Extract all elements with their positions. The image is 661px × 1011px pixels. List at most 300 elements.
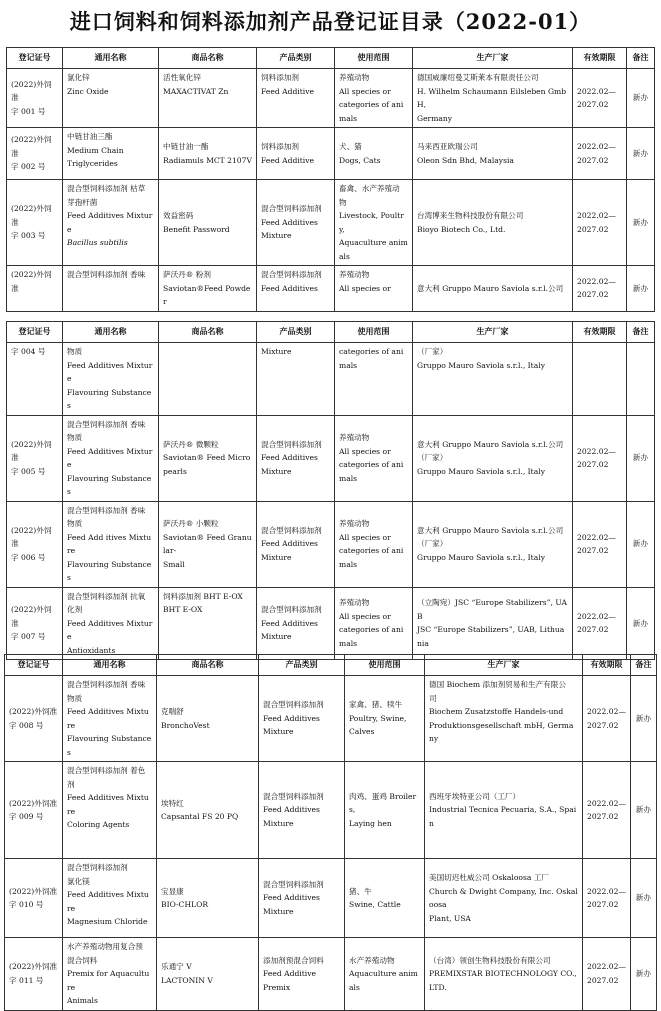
category-line: Feed Additives — [261, 618, 318, 628]
maker-cell — [413, 343, 573, 416]
category-line: 混合型饲料添加剂 — [261, 204, 322, 214]
scope-cell — [345, 676, 425, 762]
category-line: 混合型饲料添加剂 — [263, 879, 324, 889]
trade-line: 克喘舒 — [161, 707, 184, 716]
reg-line: (2022)外饲准 — [11, 525, 52, 549]
common-line: 混合型饲料添加剂 着色 — [67, 766, 146, 775]
category-line: 混合型饲料添加剂 — [263, 791, 324, 801]
common-line: Magnesium Chloride — [67, 917, 148, 926]
common-line: 物质 — [67, 693, 83, 703]
category-line: 饲料添加剂 — [261, 73, 299, 82]
maker-line: 德国威廉绍曼艾斯莱本有限责任公司 — [417, 73, 539, 82]
category-cell — [257, 587, 335, 660]
reg-cell — [7, 343, 63, 416]
period-cell — [573, 343, 627, 416]
col-header-scope: 使用范围 — [335, 322, 413, 343]
period-line: 2022.02— — [577, 611, 616, 621]
maker-line: 意大利 Gruppo Mauro Saviola s.r.l.公司 — [417, 439, 564, 449]
trade-cell — [159, 415, 257, 501]
reg-line: 字 003 号 — [11, 231, 46, 241]
trade-line: 萨沃丹® 微颗粒 — [163, 439, 219, 449]
common-line: Feed Add itives Mixture — [67, 532, 152, 555]
category-line: 混合型饲料添加剂 — [261, 439, 322, 449]
common-line: 物质 — [67, 433, 83, 442]
category-line: Mixture — [263, 727, 294, 737]
common-cell — [63, 676, 157, 762]
reg-cell — [7, 266, 63, 312]
table-row — [5, 938, 657, 1011]
common-line: Feed Additives Mixture — [67, 890, 149, 913]
category-line: Mixture — [261, 632, 292, 641]
maker-cell — [425, 762, 583, 859]
scope-cell — [335, 266, 413, 312]
col-header-reg: 登记证号 — [5, 655, 63, 676]
trade-cell — [159, 343, 257, 416]
col-header-trade: 商品名称 — [159, 48, 257, 69]
reg-line: 字 004 号 — [11, 347, 46, 356]
reg-cell — [7, 128, 63, 180]
period-line: 2027.02 — [587, 720, 619, 730]
reg-cell — [5, 938, 63, 1011]
reg-cell — [7, 69, 63, 128]
col-header-period: 有效期限 — [573, 322, 627, 343]
period-line: 2027.02 — [577, 100, 609, 109]
trade-cell — [159, 128, 257, 180]
category-cell — [257, 128, 335, 180]
period-line: 2027.02 — [577, 460, 609, 469]
common-cell — [63, 587, 159, 660]
note-cell: 新办 — [631, 762, 657, 859]
col-header-note: 备注 — [627, 48, 655, 69]
scope-line: Swine, Cattle — [349, 900, 401, 909]
trade-line: Radiamuls MCT 2107V — [163, 155, 252, 165]
scope-line: Aquaculture animals — [339, 238, 408, 261]
maker-line: Produktionsgesellschaft mbH, Germany — [429, 720, 574, 743]
note-cell — [627, 343, 655, 416]
note-cell: 新办 — [627, 128, 655, 180]
category-line: 添加剂预混合饲料 — [263, 955, 324, 965]
common-line: Flavouring Substances — [67, 559, 152, 582]
scope-line: 养殖动物 — [339, 73, 370, 82]
period-line: 2022.02— — [577, 276, 616, 286]
scope-line: Laying hen — [349, 818, 392, 828]
scope-line: categories of animals — [339, 546, 404, 569]
scope-line: Dogs, Cats — [339, 155, 381, 165]
reg-line: (2022)外饲准 — [11, 605, 52, 628]
period-cell — [573, 69, 627, 128]
registration-table-part-3 — [4, 654, 657, 1011]
maker-cell — [413, 128, 573, 180]
table-header-row — [5, 655, 657, 676]
note-cell: 新办 — [627, 69, 655, 128]
trade-line: MAXACTIVAT Zn — [163, 86, 229, 96]
scope-line: 犬、猫 — [339, 142, 362, 151]
reg-cell — [5, 762, 63, 859]
category-line: Feed Additives — [261, 283, 318, 293]
common-line: Premix for Aquaculture — [67, 969, 150, 992]
category-cell — [259, 676, 345, 762]
scope-line: 猪、牛 — [349, 886, 372, 896]
scope-line: Poultry, Swine, — [349, 713, 407, 723]
note-cell: 新办 — [627, 415, 655, 501]
common-cell — [63, 415, 159, 501]
maker-line: LTD. — [429, 982, 447, 992]
scope-line: 养殖动物 — [339, 598, 370, 608]
trade-cell — [159, 69, 257, 128]
category-cell — [257, 415, 335, 501]
common-line: Feed Additives Mixture — [67, 618, 153, 641]
common-line: Bacillus subtilis — [67, 238, 128, 247]
scope-cell — [335, 128, 413, 180]
period-line: 2027.02 — [577, 625, 609, 635]
scope-line: 家禽、猪、犊牛 — [349, 700, 403, 710]
scope-line: All species or — [339, 446, 391, 456]
common-line: 混合型饲料添加剂 抗氧 — [67, 591, 146, 601]
maker-line: 西班牙埃特亚公司（工厂） — [429, 791, 521, 801]
category-line: Mixture — [261, 552, 292, 562]
category-line: Mixture — [261, 231, 292, 241]
trade-line: 中链甘油一酯 — [163, 142, 209, 151]
col-header-reg: 登记证号 — [7, 322, 63, 343]
common-line: Flavouring Substances — [67, 734, 152, 757]
common-line: 混合型饲料添加剂 — [67, 863, 128, 872]
note-cell: 新办 — [631, 938, 657, 1011]
trade-line: 萨沃丹® 粉剂 — [163, 270, 211, 279]
col-header-note: 备注 — [627, 322, 655, 343]
reg-line: 字 001 号 — [11, 106, 46, 116]
maker-cell — [413, 180, 573, 266]
col-header-trade: 商品名称 — [157, 655, 259, 676]
scope-cell — [335, 501, 413, 587]
common-cell — [63, 343, 159, 416]
trade-cell — [159, 266, 257, 312]
common-line: 混合型饲料添加剂 香味 — [67, 270, 146, 279]
common-cell — [63, 266, 159, 312]
maker-line: Oleon Sdn Bhd, Malaysia — [417, 155, 514, 165]
maker-line: 美国切迟杜威公司 Oskaloosa 工厂 — [429, 873, 550, 882]
common-line: Medium Chain — [67, 145, 124, 155]
common-line: 混合型饲料添加剂 香味 — [67, 505, 146, 515]
note-cell: 新办 — [627, 501, 655, 587]
period-cell — [573, 501, 627, 587]
category-cell — [259, 938, 345, 1011]
reg-line: 字 011 号 — [9, 975, 44, 985]
common-line: 化剂 — [67, 605, 83, 614]
category-cell — [257, 69, 335, 128]
trade-cell — [157, 676, 259, 762]
category-line: Mixture — [261, 347, 292, 356]
scope-line: 养殖动物 — [339, 519, 370, 528]
maker-cell — [413, 415, 573, 501]
maker-line: （台湾）领创生物科技股份有限公司 — [429, 955, 551, 965]
period-cell — [583, 676, 631, 762]
trade-line: 埃特红 — [161, 798, 184, 808]
table-row — [5, 676, 657, 762]
scope-cell — [345, 762, 425, 859]
reg-cell — [7, 501, 63, 587]
scope-line: All species or — [339, 86, 391, 96]
maker-cell — [425, 676, 583, 762]
common-line: 混合型饲料添加剂 香味 — [67, 680, 146, 689]
category-line: Feed Additives — [261, 453, 318, 463]
period-line: 2022.02— — [587, 798, 626, 808]
common-line: 物质 — [67, 347, 83, 356]
common-line: Flavouring Substances — [67, 473, 152, 496]
trade-cell — [159, 180, 257, 266]
scope-line: 物 — [339, 197, 347, 207]
common-cell — [63, 128, 159, 180]
category-cell — [257, 180, 335, 266]
maker-line: 德国 Biochem 添加剂贸易和生产有限公 — [429, 680, 566, 689]
common-cell — [63, 762, 157, 859]
trade-cell — [159, 501, 257, 587]
category-line: Feed Additive — [261, 155, 315, 165]
category-line: 混合型饲料添加剂 — [261, 270, 322, 279]
period-line: 2022.02— — [577, 142, 616, 151]
category-line: Feed Additives — [263, 805, 320, 815]
scope-line: All species or — [339, 283, 391, 293]
category-line: 混合型饲料添加剂 — [263, 700, 324, 710]
reg-cell — [5, 676, 63, 762]
col-header-note: 备注 — [631, 655, 657, 676]
trade-cell — [157, 859, 259, 938]
scope-line: 畜禽、水产养殖动 — [339, 184, 400, 193]
reg-line: (2022)外饲准 — [11, 135, 52, 158]
trade-cell — [159, 587, 257, 660]
period-line: 2027.02 — [587, 975, 619, 985]
reg-line: (2022)外饲准 — [11, 79, 52, 103]
trade-line: Saviotan®Feed Powder — [163, 283, 251, 306]
period-cell — [573, 180, 627, 266]
registration-table-part-1 — [6, 47, 655, 312]
maker-line: Gruppo Mauro Saviola s.r.l., Italy — [417, 360, 545, 370]
period-cell — [583, 859, 631, 938]
trade-line: 饲料添加剂 BHT E-OX — [163, 591, 243, 601]
period-cell — [573, 266, 627, 312]
common-line: Feed Additives Mixture — [67, 793, 149, 816]
maker-line: Bioyo Biotech Co., Ltd. — [417, 224, 506, 234]
table-header-row — [7, 48, 655, 69]
registration-table-part-2 — [6, 321, 655, 660]
reg-cell — [7, 415, 63, 501]
maker-line: （立陶宛）JSC “Europe Stabilizers”, UAB — [417, 598, 568, 621]
scope-cell — [345, 859, 425, 938]
reg-line: 字 008 号 — [9, 720, 44, 730]
maker-line: Plant, USA — [429, 913, 471, 923]
reg-line: 字 005 号 — [11, 466, 46, 476]
col-header-reg: 登记证号 — [7, 48, 63, 69]
trade-line: 乐通宁 V — [161, 962, 192, 972]
scope-cell — [335, 69, 413, 128]
common-line: 芽孢杆菌 — [67, 197, 98, 207]
col-header-common: 通用名称 — [63, 322, 159, 343]
period-cell — [583, 938, 631, 1011]
common-line: Coloring Agents — [67, 820, 130, 829]
period-cell — [583, 762, 631, 859]
maker-line: （厂家） — [417, 539, 448, 549]
table-row — [7, 128, 655, 180]
table-row — [7, 180, 655, 266]
common-line: 混合型饲料添加剂 香味 — [67, 419, 146, 429]
maker-line: 意大利 Gruppo Mauro Saviola s.r.l.公司 — [417, 283, 564, 293]
trade-line: LACTONIN V — [161, 975, 213, 985]
page-title: 进口饲料和饲料添加剂产品登记证目录（2022-01） — [69, 9, 592, 34]
common-line: Triglycerides — [67, 159, 118, 168]
common-line: Zinc Oxide — [67, 86, 109, 96]
common-line: 混合型饲料添加剂 枯草 — [67, 184, 146, 193]
category-line: Mixture — [263, 906, 294, 916]
maker-line: H. Wilhelm Schaumann Eilsleben GmbH, — [417, 86, 567, 109]
maker-cell — [413, 501, 573, 587]
maker-cell — [425, 938, 583, 1011]
col-header-trade: 商品名称 — [159, 322, 257, 343]
trade-line: BHT E-OX — [163, 605, 203, 614]
category-line: Feed Additive — [263, 969, 317, 978]
period-line: 2027.02 — [577, 290, 609, 300]
category-line: Feed Additives — [261, 539, 318, 549]
trade-line: BIO-CHLOR — [161, 900, 209, 909]
table-header-row — [7, 322, 655, 343]
category-cell — [259, 762, 345, 859]
category-line: 饲料添加剂 — [261, 142, 299, 151]
category-cell — [257, 343, 335, 416]
common-cell — [63, 938, 157, 1011]
reg-line: (2022)外饲准 — [11, 204, 52, 227]
common-line: 氯化锌 — [67, 73, 90, 82]
common-cell — [63, 501, 159, 587]
maker-cell — [425, 859, 583, 938]
trade-line: Benefit Password — [163, 224, 230, 234]
col-header-scope: 使用范围 — [345, 655, 425, 676]
period-line: 2022.02— — [577, 532, 616, 542]
maker-line: JSC “Europe Stabilizers”, UAB, Lithuania — [417, 625, 565, 648]
category-cell — [259, 859, 345, 938]
col-header-period: 有效期限 — [573, 48, 627, 69]
trade-line: Small — [163, 559, 185, 569]
col-header-category: 产品类别 — [257, 48, 335, 69]
note-cell: 新办 — [631, 859, 657, 938]
common-line: 中链甘油三酯 — [67, 132, 113, 141]
col-header-common: 通用名称 — [63, 655, 157, 676]
maker-cell — [413, 69, 573, 128]
maker-line: Germany — [417, 113, 453, 123]
note-cell: 新办 — [631, 676, 657, 762]
table-row — [7, 415, 655, 501]
trade-line: 效益密码 — [163, 211, 194, 220]
period-line: 2027.02 — [587, 900, 619, 909]
common-line: 剂 — [67, 779, 75, 789]
period-line: 2027.02 — [577, 546, 609, 555]
table-row — [5, 762, 657, 859]
reg-line: (2022)外饲准 — [9, 886, 58, 896]
category-line: Mixture — [261, 466, 292, 476]
note-cell: 新办 — [627, 587, 655, 660]
trade-cell — [157, 938, 259, 1011]
category-line: Premix — [263, 982, 291, 992]
trade-line: Saviotan® Feed Granular- — [163, 532, 252, 555]
col-header-category: 产品类别 — [259, 655, 345, 676]
period-cell — [573, 128, 627, 180]
period-line: 2022.02— — [587, 962, 626, 972]
reg-line: (2022)外饲准 — [11, 439, 52, 463]
reg-line: (2022)外饲准 — [9, 707, 58, 716]
note-cell: 新办 — [627, 266, 655, 312]
scope-line: All species or — [339, 611, 391, 621]
common-line: Antioxidants — [67, 645, 116, 655]
category-line: Feed Additives — [263, 893, 320, 903]
period-line: 2027.02 — [587, 812, 619, 821]
period-line: 2022.02— — [577, 446, 616, 456]
reg-line: 字 009 号 — [9, 812, 44, 821]
col-header-maker: 生产厂家 — [413, 48, 573, 69]
category-line: Mixture — [263, 818, 294, 828]
scope-line: categories of animals — [339, 460, 404, 483]
maker-line: 马来西亚欧瑞公司 — [417, 142, 478, 151]
reg-cell — [5, 859, 63, 938]
reg-line: (2022)外饲准 — [9, 962, 58, 972]
maker-line: Industrial Tecnica Pecuaria, S.A., Spain — [429, 805, 577, 828]
trade-line: Capsantal FS 20 PQ — [161, 812, 239, 821]
reg-line: (2022)外饲准 — [9, 798, 58, 808]
scope-line: Aquaculture animals — [349, 969, 418, 992]
common-cell — [63, 180, 159, 266]
category-line: Feed Additives — [263, 713, 320, 723]
maker-line: Biochem Zusatzstoffe Handels-und — [429, 707, 564, 716]
period-line: 2027.02 — [577, 224, 609, 234]
common-cell — [63, 69, 159, 128]
maker-line: PREMIXSTAR BIOTECHNOLOGY CO., — [429, 969, 577, 978]
category-cell — [257, 501, 335, 587]
maker-line: 司 — [429, 693, 437, 703]
trade-line: 活性氧化锌 — [163, 73, 201, 82]
scope-line: 养殖动物 — [339, 433, 370, 442]
scope-cell — [335, 180, 413, 266]
scope-cell — [335, 415, 413, 501]
table-row — [7, 501, 655, 587]
common-line: Feed Additives Mixture — [67, 360, 153, 383]
table-row — [7, 69, 655, 128]
period-line: 2022.02— — [587, 707, 626, 716]
scope-line: 水产养殖动物 — [349, 955, 395, 965]
reg-line: 字 002 号 — [11, 162, 46, 172]
common-line: Feed Additives Mixture — [67, 446, 153, 469]
common-line: 水产养殖动物用复合预 — [67, 942, 143, 951]
table-row — [5, 859, 657, 938]
maker-line: （厂家） — [417, 347, 448, 356]
scope-line: Calves — [349, 727, 375, 737]
scope-cell — [335, 343, 413, 416]
reg-cell — [7, 587, 63, 660]
trade-line: BronchoVest — [161, 720, 210, 730]
col-header-common: 通用名称 — [63, 48, 159, 69]
scope-cell — [335, 587, 413, 660]
col-header-scope: 使用范围 — [335, 48, 413, 69]
maker-cell — [413, 587, 573, 660]
maker-line: 意大利 Gruppo Mauro Saviola s.r.l.公司 — [417, 525, 564, 535]
table-row — [7, 266, 655, 312]
note-cell: 新办 — [627, 180, 655, 266]
reg-line: (2022)外饲准 — [11, 270, 52, 293]
col-header-maker: 生产厂家 — [425, 655, 583, 676]
trade-cell — [157, 762, 259, 859]
scope-line: All species or — [339, 532, 391, 542]
maker-cell — [413, 266, 573, 312]
period-line: 2027.02 — [577, 155, 609, 165]
scope-line: Livestock, Poultry, — [339, 211, 404, 234]
category-cell — [257, 266, 335, 312]
scope-line: categories of animals — [339, 347, 404, 370]
category-line: Feed Additives — [261, 217, 318, 227]
